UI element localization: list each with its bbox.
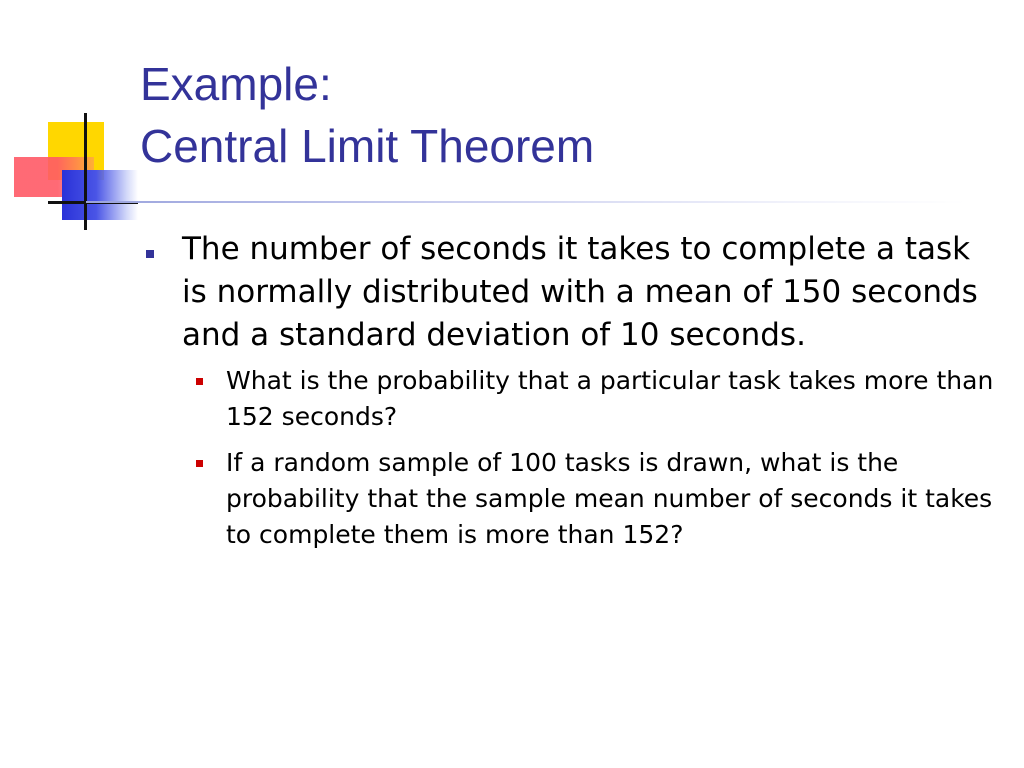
bullet-item	[140, 228, 1000, 357]
bullet-text: The number of seconds it takes to complete a task is normally distributed with a mean of 150 seconds and a standard deviation of 10 seconds.	[182, 231, 978, 353]
sub-bullet-text: What is the probability that a particular task takes more than 152 seconds?	[226, 366, 994, 431]
square-bullet-icon	[196, 378, 203, 385]
sub-bullet-item	[186, 445, 1000, 553]
sub-bullet-text: If a random sample of 100 tasks is drawn, what is the probability that the sample mean number of seconds it takes to complete them is more than 152?	[226, 448, 993, 549]
slide-content	[140, 228, 1000, 563]
title-divider	[86, 201, 966, 203]
logo-vertical-line	[84, 113, 87, 230]
title-line-2: Central Limit Theorem	[140, 120, 595, 172]
square-bullet-icon	[196, 460, 203, 467]
logo-blue-bar	[62, 170, 138, 220]
slide-title	[140, 53, 594, 177]
square-bullet-icon	[146, 250, 154, 258]
title-line-1: Example:	[140, 58, 332, 110]
slide-logo-decoration	[0, 0, 140, 240]
sub-bullet-list	[140, 363, 1000, 553]
sub-bullet-item	[186, 363, 1000, 435]
